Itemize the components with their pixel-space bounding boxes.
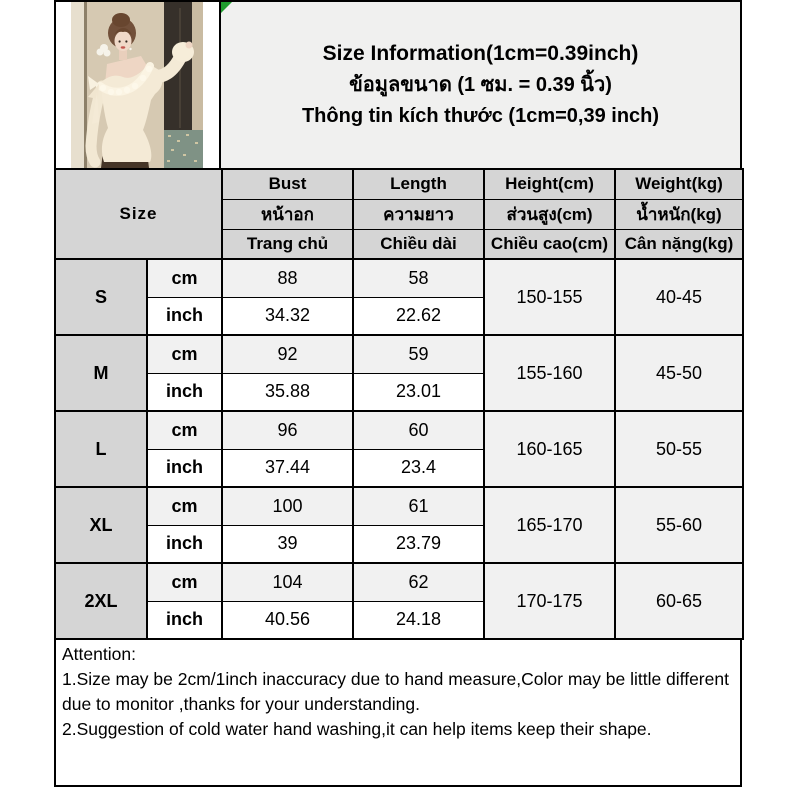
s-length-cm-value: 58 (353, 259, 484, 297)
unit-inch-label: inch (147, 373, 222, 411)
m-length-inch-value: 23.01 (353, 373, 484, 411)
header-length-vi: Chiều dài (353, 229, 484, 259)
unit-inch-label: inch (147, 601, 222, 639)
unit-cm-label: cm (147, 259, 222, 297)
header-weight-th: น้ำหนัก(kg) (615, 199, 743, 229)
photo-cell (56, 2, 221, 168)
l-bust-inch-value: 37.44 (222, 449, 353, 487)
m-bust-cm-value: 92 (222, 335, 353, 373)
unit-inch-label: inch (147, 449, 222, 487)
attention-line-1: 1.Size may be 2cm/1inch inaccuracy due to hand measure,Color may be little different due to monitor ,thanks for your understanding. (62, 668, 729, 714)
2xl-length-cm-value: 62 (353, 563, 484, 601)
2xl-bust-cm-value: 104 (222, 563, 353, 601)
2xl-bust-inch-value: 40.56 (222, 601, 353, 639)
s-length-inch-value: 22.62 (353, 297, 484, 335)
l-height-value: 160-165 (484, 411, 615, 487)
table-row-l-cm (55, 411, 743, 449)
header-height-th: ส่วนสูง(cm) (484, 199, 615, 229)
size-row-label-m: M (55, 335, 147, 411)
table-row-xl-cm (55, 487, 743, 525)
xl-height-value: 165-170 (484, 487, 615, 563)
s-bust-inch-value: 34.32 (222, 297, 353, 335)
attention-note (54, 640, 742, 787)
header-height-en: Height(cm) (484, 169, 615, 199)
unit-cm-label: cm (147, 411, 222, 449)
m-height-value: 155-160 (484, 335, 615, 411)
header-height-vi: Chiều cao(cm) (484, 229, 615, 259)
size-row-label-2xl: 2XL (55, 563, 147, 639)
l-length-inch-value: 23.4 (353, 449, 484, 487)
table-row-s-cm (55, 259, 743, 297)
size-table (54, 168, 744, 640)
xl-bust-cm-value: 100 (222, 487, 353, 525)
2xl-height-value: 170-175 (484, 563, 615, 639)
header-row-en (55, 169, 743, 199)
size-row-label-xl: XL (55, 487, 147, 563)
title-cell (221, 2, 740, 168)
top-block (54, 0, 742, 168)
xl-bust-inch-value: 39 (222, 525, 353, 563)
s-weight-value: 40-45 (615, 259, 743, 335)
header-length-en: Length (353, 169, 484, 199)
header-weight-en: Weight(kg) (615, 169, 743, 199)
header-bust-en: Bust (222, 169, 353, 199)
l-bust-cm-value: 96 (222, 411, 353, 449)
header-length-th: ความยาว (353, 199, 484, 229)
s-height-value: 150-155 (484, 259, 615, 335)
size-info-title-vi: Thông tin kích thước (1cm=0,39 inch) (301, 105, 660, 128)
unit-inch-label: inch (147, 525, 222, 563)
unit-cm-label: cm (147, 335, 222, 373)
unit-cm-label: cm (147, 487, 222, 525)
header-bust-vi: Trang chủ (222, 229, 353, 259)
xl-length-inch-value: 23.79 (353, 525, 484, 563)
unit-inch-label: inch (147, 297, 222, 335)
table-row-2xl-cm (55, 563, 743, 601)
xl-weight-value: 55-60 (615, 487, 743, 563)
m-length-cm-value: 59 (353, 335, 484, 373)
2xl-weight-value: 60-65 (615, 563, 743, 639)
m-weight-value: 45-50 (615, 335, 743, 411)
size-header: Size (55, 169, 222, 259)
size-info-title-th: ข้อมูลขนาด (1 ซม. = 0.39 นิ้ว) (349, 74, 612, 97)
attention-heading: Attention: (62, 644, 136, 664)
table-row-m-cm (55, 335, 743, 373)
unit-cm-label: cm (147, 563, 222, 601)
model-photo-illustration (71, 2, 203, 168)
m-bust-inch-value: 35.88 (222, 373, 353, 411)
size-row-label-s: S (55, 259, 147, 335)
header-weight-vi: Cân nặng(kg) (615, 229, 743, 259)
l-length-cm-value: 60 (353, 411, 484, 449)
l-weight-value: 50-55 (615, 411, 743, 487)
size-row-label-l: L (55, 411, 147, 487)
header-bust-th: หน้าอก (222, 199, 353, 229)
attention-line-2: 2.Suggestion of cold water hand washing,it can help items keep their shape. (62, 718, 652, 739)
s-bust-cm-value: 88 (222, 259, 353, 297)
2xl-length-inch-value: 24.18 (353, 601, 484, 639)
xl-length-cm-value: 61 (353, 487, 484, 525)
size-chart-content (54, 0, 742, 787)
size-info-title-en: Size Information(1cm=0.39inch) (322, 41, 639, 65)
green-corner-marker-icon (221, 2, 232, 13)
